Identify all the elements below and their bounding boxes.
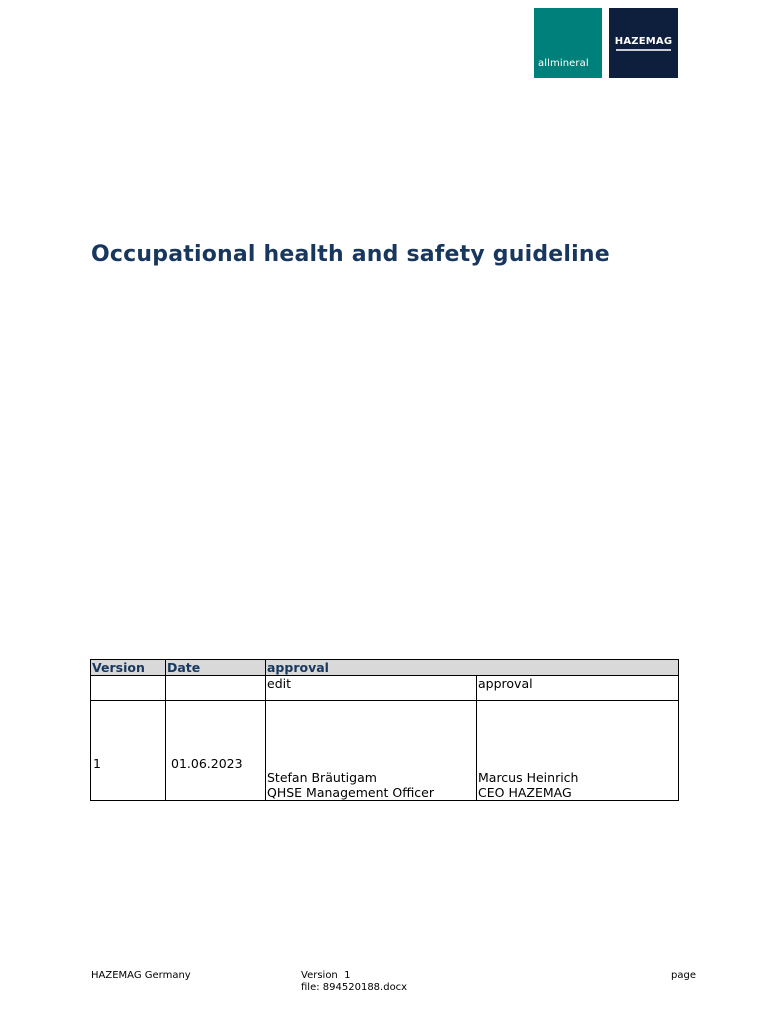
header-date: Date: [166, 660, 266, 676]
allmineral-logo-text: allmineral: [538, 58, 589, 69]
hazemag-logo: [609, 8, 678, 78]
cell-date: [166, 701, 266, 801]
footer-page-label: page: [671, 970, 696, 981]
hazemag-logo-text: HAZEMAG: [614, 36, 673, 47]
footer-version-block: [301, 970, 407, 994]
allmineral-logo: [534, 8, 602, 78]
footer-version: Version 1: [301, 970, 351, 981]
approver-name: Marcus Heinrich: [478, 770, 579, 785]
subheader-empty-date: [166, 676, 266, 701]
subheader-empty-version: [91, 676, 166, 701]
cell-version: [91, 701, 166, 801]
approval-table: [90, 659, 679, 801]
editor-name: Stefan Bräutigam: [267, 770, 377, 785]
header-approval: approval: [266, 660, 679, 676]
version-value: 1: [93, 756, 101, 771]
subheader-edit: edit: [266, 676, 477, 701]
date-value: 01.06.2023: [171, 756, 243, 771]
subheader-approval: approval: [477, 676, 679, 701]
header-version: Version: [91, 660, 166, 676]
cell-approver: [477, 701, 679, 801]
cell-editor: [266, 701, 477, 801]
footer-company: HAZEMAG Germany: [91, 970, 191, 981]
footer-file: file: 894520188.docx: [301, 982, 408, 993]
approval-table-row: [91, 701, 679, 801]
hazemag-logo-underline: [616, 49, 671, 51]
editor-role: QHSE Management Officer: [267, 785, 434, 800]
approval-table-subheader-row: [91, 676, 679, 701]
document-title: Occupational health and safety guideline: [91, 242, 610, 267]
approver-role: CEO HAZEMAG: [478, 785, 572, 800]
approval-table-header-row: [91, 660, 679, 676]
